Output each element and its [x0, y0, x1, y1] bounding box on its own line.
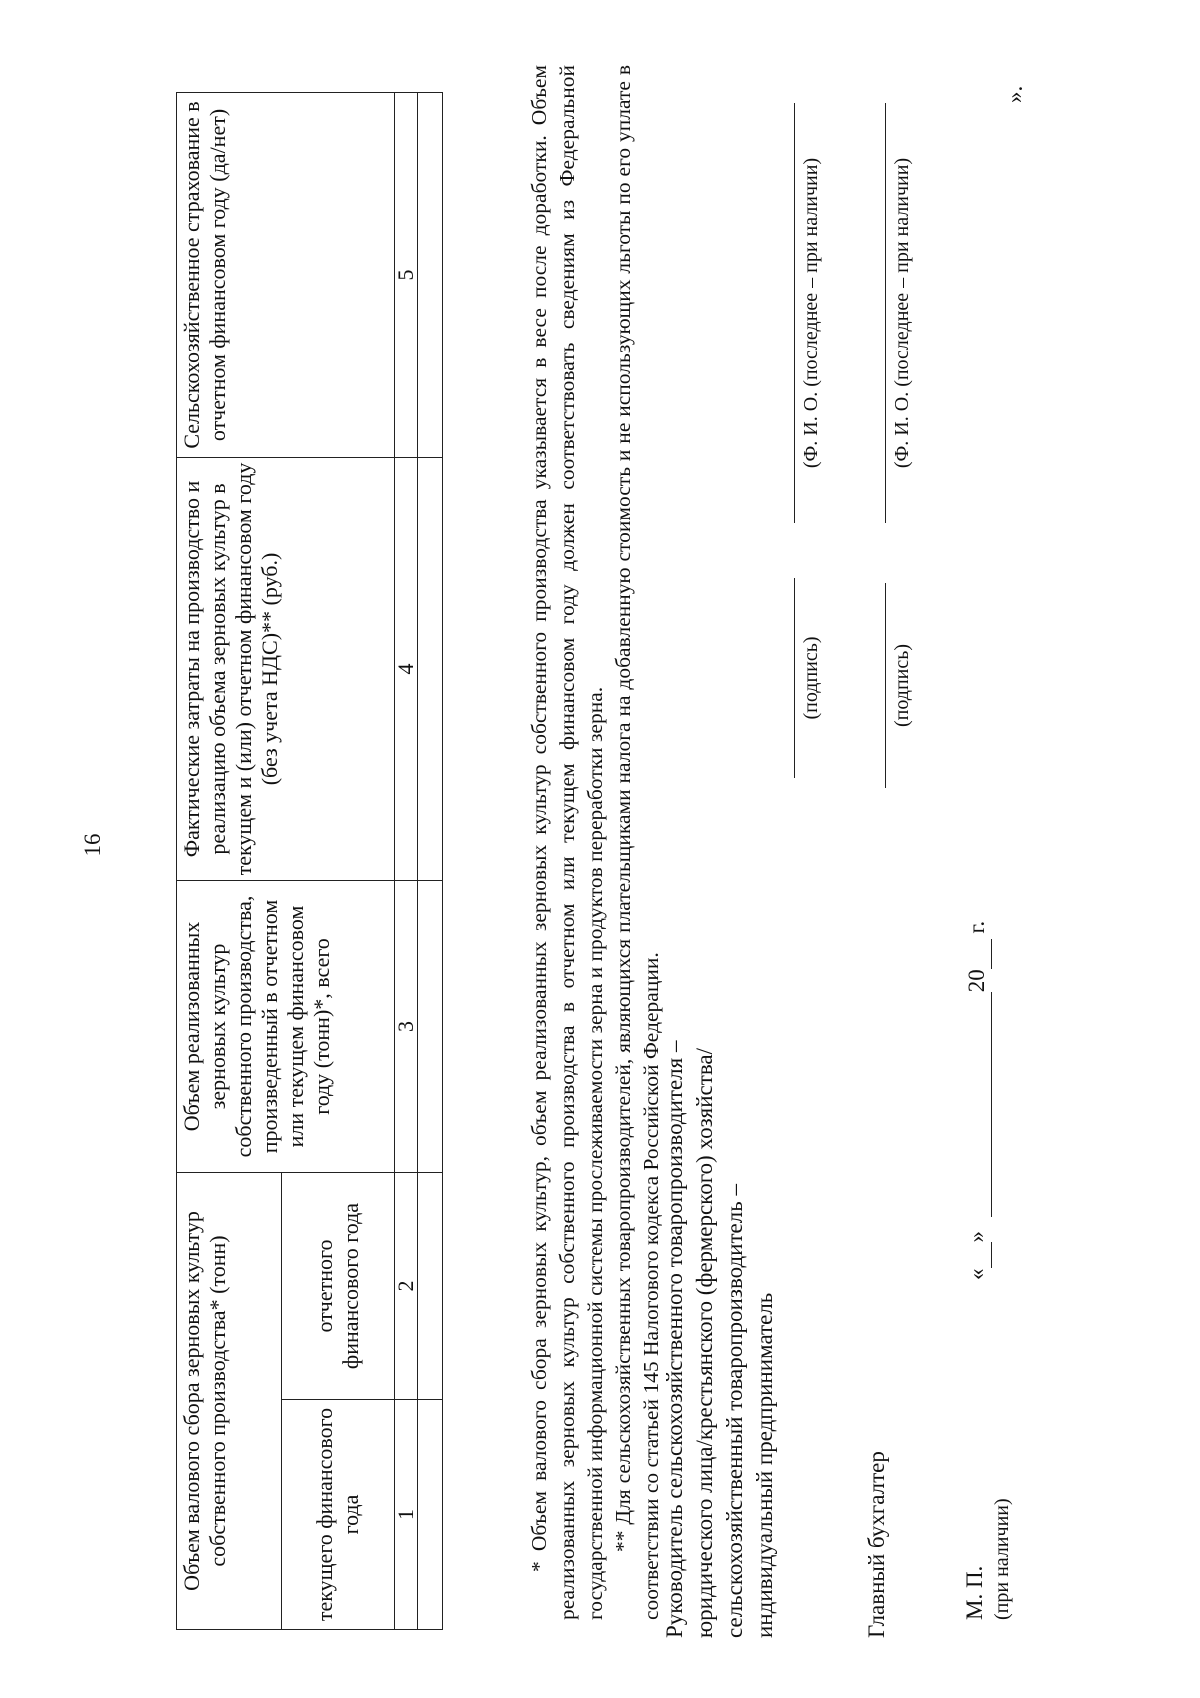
head-name-caption: (Ф. И. О. (последнее – при наличии): [800, 157, 822, 469]
accountant-name-line[interactable]: [885, 103, 886, 523]
chief-accountant-label: Главный бухгалтер: [864, 1451, 889, 1638]
stamp-note: (при наличии): [991, 1498, 1013, 1620]
date-year-blank[interactable]: [969, 939, 992, 969]
column-number: 3: [395, 880, 418, 1172]
column-number: 2: [395, 1172, 418, 1399]
accountant-signature-line[interactable]: [885, 583, 886, 788]
data-cell[interactable]: [418, 457, 443, 880]
footnote-grain-volume: * Объем валового сбора зерновых культур, объем реализованных зерновых культур собственного производства указывается в весе после доработки. Объем реализованных зерновых культур собственного производства в отчетном или текущем финансовом году должен соответствовать сведениям из Федеральной государственной информационной системы прослеживаемости зерна и продуктов переработки зерна.: [527, 65, 607, 1620]
date-day-blank[interactable]: [969, 1243, 992, 1269]
data-cell[interactable]: [418, 1400, 443, 1630]
column-number: 1: [395, 1400, 418, 1630]
col1-group-header: Объем валового сбора зерновых культур собственного производства* (тонн): [177, 1172, 282, 1629]
footnote-vat: ** Для сельскохозяйственных товаропроизводителей, являющихся плательщиками налога на добавленную стоимость и не использующих льготы по его уплате в соответствии со статьей 145 Налогового кодекса Российской Федерации.: [611, 65, 663, 1620]
col2-sub-header: отчетного финансового года: [282, 1172, 395, 1399]
col5-header: Сельскохозяйственное страхование в отчетном финансовом году (да/нет): [177, 92, 395, 457]
stamp-label: М. П. (при наличии): [962, 1498, 1013, 1620]
accountant-signature-caption: (подпись): [891, 643, 913, 728]
column-number: 4: [395, 457, 418, 880]
data-cell[interactable]: [418, 92, 443, 457]
head-signature-line[interactable]: [794, 578, 795, 778]
head-signatory-label: Руководитель сельскохозяйственного товаропроизводителя – юридического лица/крестьянского (фермерского) хозяйства/ сельскохозяйственный товаропроизводитель – индивидуальный предприниматель: [662, 1040, 777, 1638]
head-name-line[interactable]: [794, 103, 795, 523]
col3-header: Объем реализованных зерновых культур собственного производства, произведенный в отчетном или текущем финансовом году (тонн)*, всего: [177, 880, 395, 1172]
date-field: «» 20 г.: [962, 921, 992, 1280]
accountant-name-caption: (Ф. И. О. (последнее – при наличии): [891, 157, 913, 469]
date-month-blank[interactable]: [969, 992, 992, 1217]
page-number: 16: [80, 833, 105, 857]
col1-sub-header: текущего финансового года: [282, 1400, 395, 1630]
grain-report-table: [176, 92, 443, 1630]
footnotes: [525, 65, 665, 1620]
closing-quote: ».: [1002, 85, 1027, 103]
data-cell[interactable]: [418, 880, 443, 1172]
data-cell[interactable]: [418, 1172, 443, 1399]
column-number: 5: [395, 92, 418, 457]
head-signature-caption: (подпись): [800, 636, 822, 720]
col4-header: Фактические затраты на производство и реализацию объема зерновых культур в текущем и (или) отчетном финансовом году (без учета НДС)** (руб.): [177, 457, 395, 880]
